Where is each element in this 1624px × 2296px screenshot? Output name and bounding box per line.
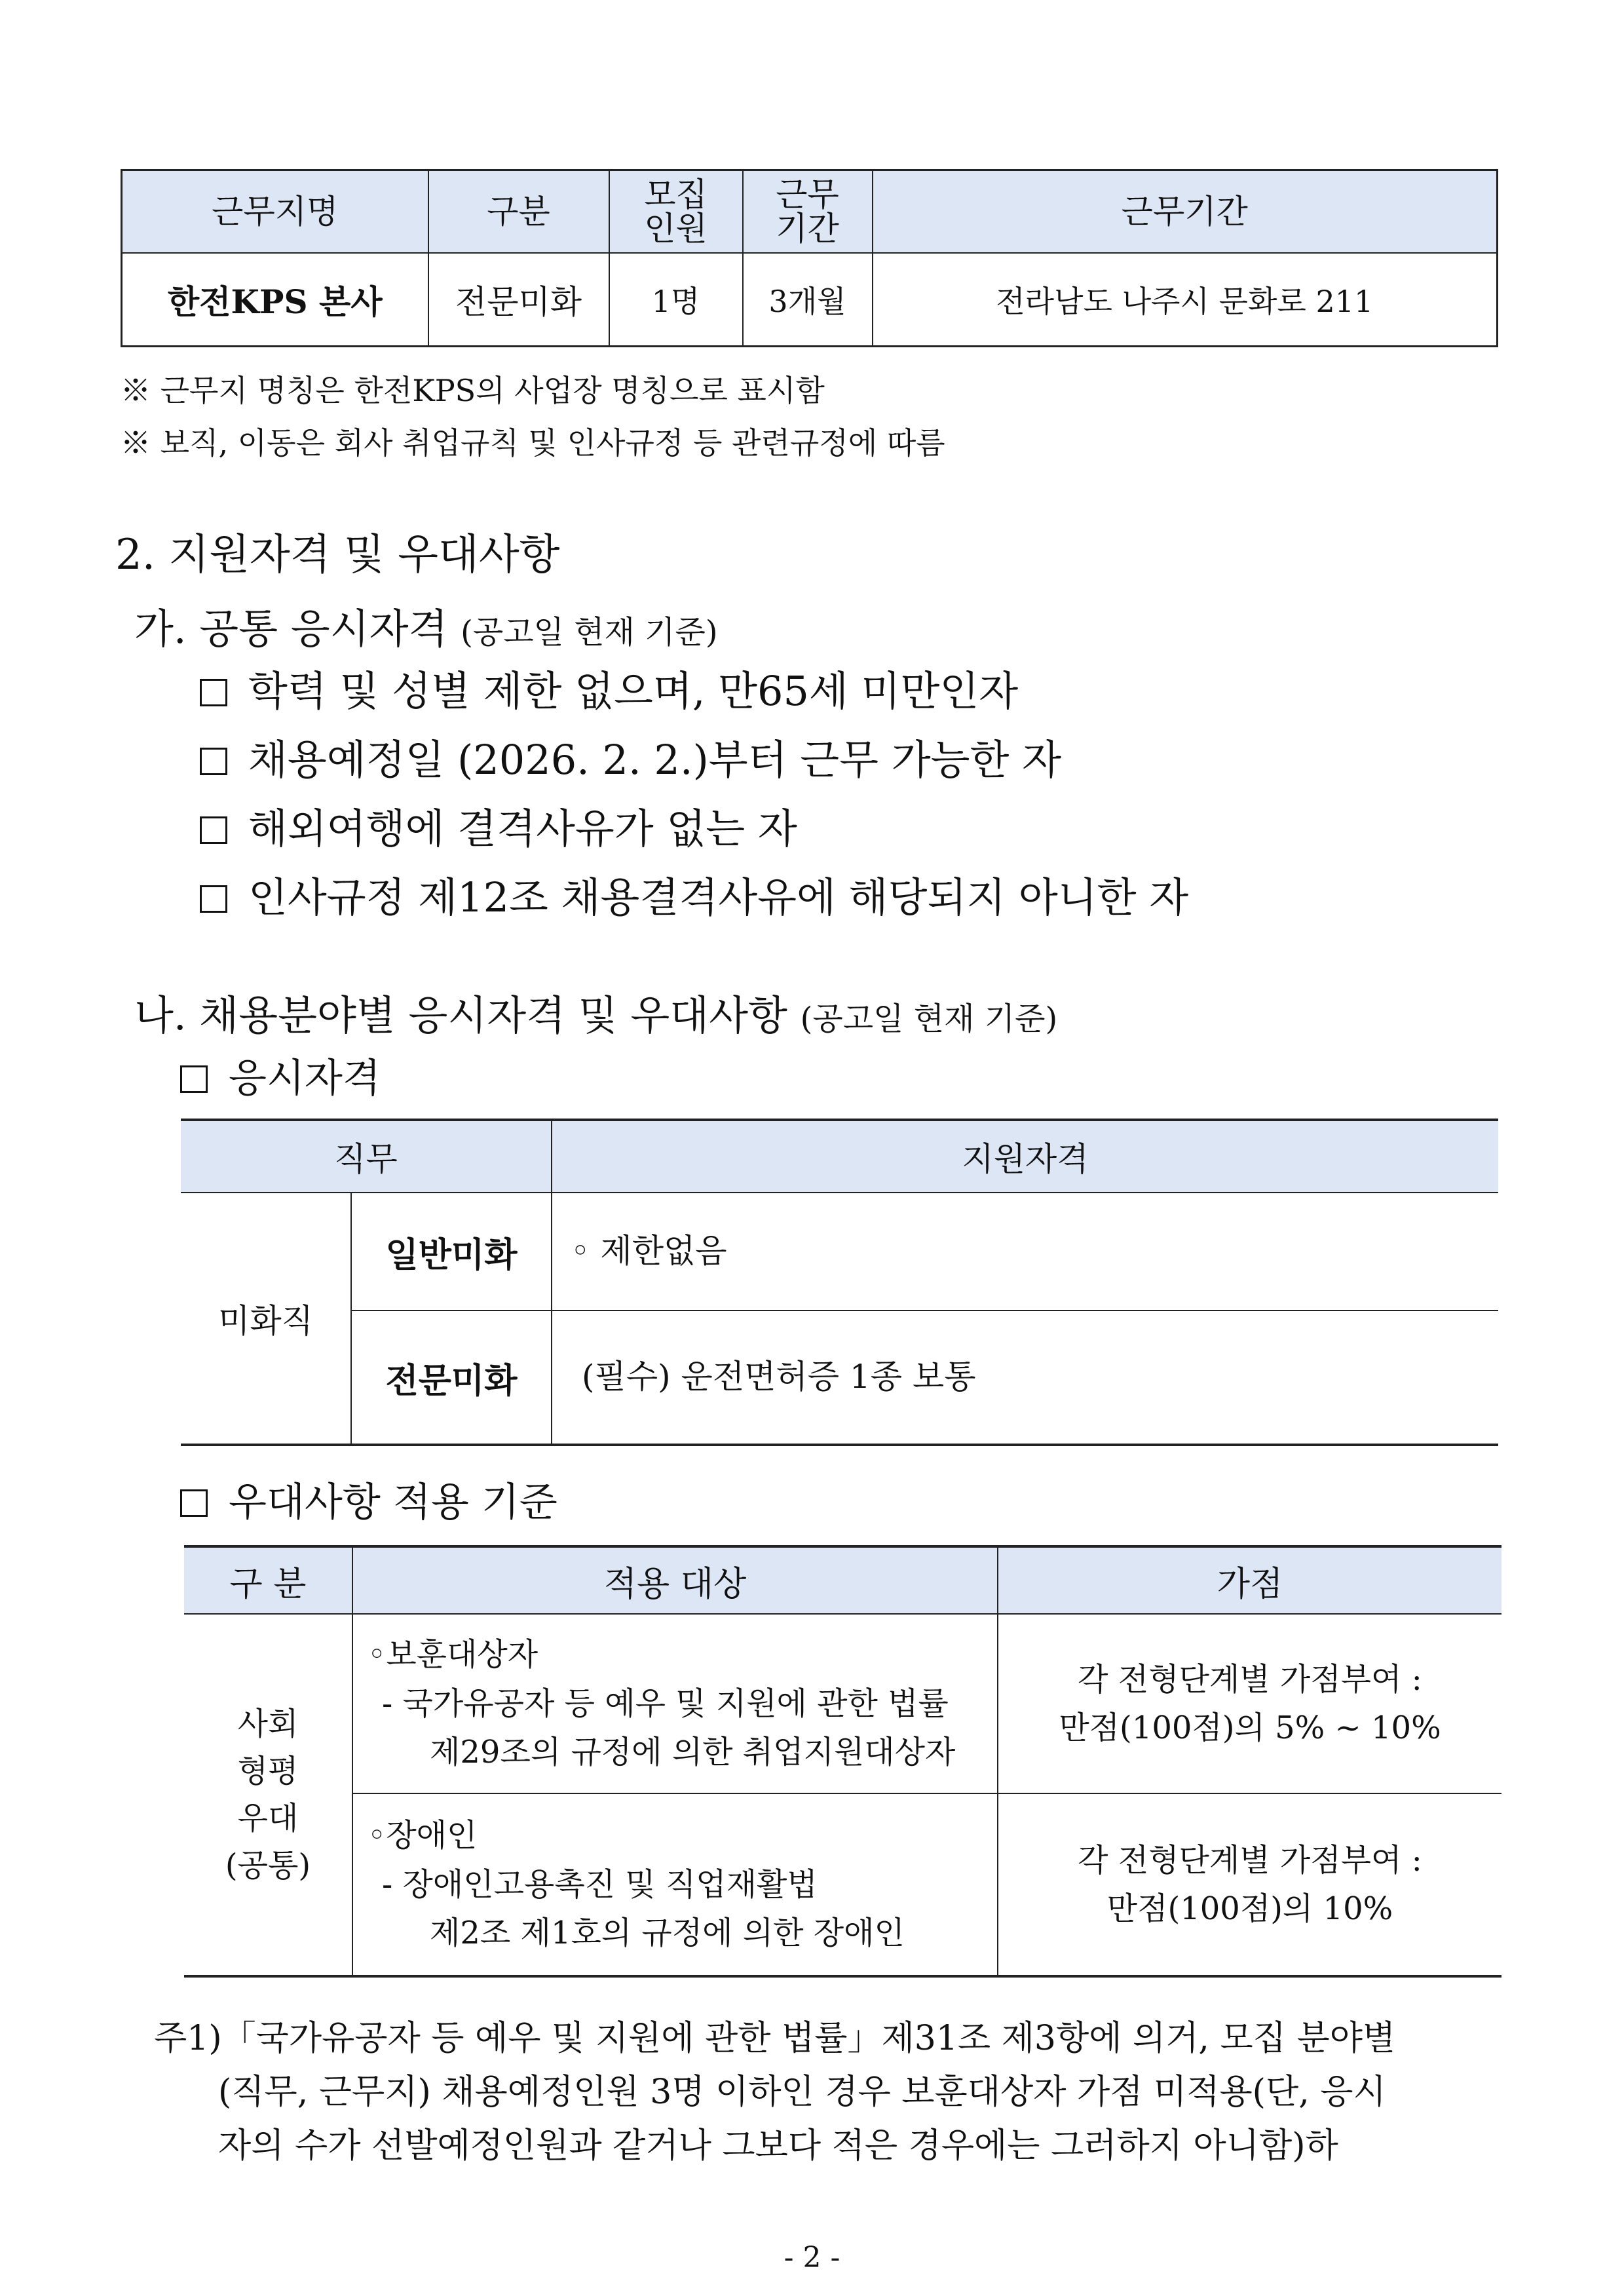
list-item xyxy=(200,796,797,854)
qualification-heading-text: 응시자격 xyxy=(229,1056,381,1101)
subsection-title-na xyxy=(134,983,1057,1041)
subsection-ga-label: 가. 공통 응시자격 xyxy=(134,605,448,653)
qualification-table xyxy=(181,1119,1498,1446)
preference-heading xyxy=(180,1471,557,1527)
job-group-cell: 미화직 xyxy=(181,1193,351,1445)
target-title: ◦보훈대상자 xyxy=(368,1636,538,1674)
job-cell: 일반미화 xyxy=(351,1193,552,1311)
header-cell: 직무 xyxy=(181,1120,552,1193)
table-header-row xyxy=(184,1546,1501,1614)
list-item-text: 해외여행에 결격사유가 없는 자 xyxy=(248,805,797,852)
table-row xyxy=(181,1311,1498,1445)
address-cell: 전라남도 나주시 문화로 211 xyxy=(873,253,1498,347)
note-2: ※ 보직, 이동은 회사 취업규칙 및 인사규정 등 관련규정에 따름 xyxy=(121,425,945,461)
points-line: 만점(100점)의 10% xyxy=(1106,1890,1393,1927)
subsection-title-ga xyxy=(134,596,718,655)
workplace-table xyxy=(121,169,1498,347)
page-number: - 2 - xyxy=(784,2241,840,2274)
group-line: (공통) xyxy=(225,1847,311,1884)
checkbox-square-icon xyxy=(180,1065,208,1093)
note-1: ※ 근무지 명칭은 한전KPS의 사업장 명칭으로 표시함 xyxy=(121,373,825,408)
subsection-na-sub: (공고일 현재 기준) xyxy=(800,1001,1058,1037)
preference-table xyxy=(184,1545,1501,1978)
points-line: 각 전형단계별 가점부여 : xyxy=(1078,1841,1422,1879)
target-cell xyxy=(352,1793,998,1976)
footnote-text: 「국가유공자 등 예우 및 지원에 관한 법률」제31조 제3항에 의거, 모집 분야별 xyxy=(221,2019,1396,2058)
header-cell: 근무기간 xyxy=(873,170,1498,254)
table-row xyxy=(184,1614,1501,1793)
header-cell: 근무지명 xyxy=(122,170,428,254)
table-header-row xyxy=(122,170,1498,254)
qualification-heading xyxy=(180,1047,381,1103)
target-line: 제2조 제1호의 규정에 의한 장애인 xyxy=(430,1915,905,1952)
footnote-line: 자의 수가 선발예정인원과 같거나 그보다 적은 경우에는 그러하지 아니함)하 xyxy=(218,2126,1338,2166)
list-item-text: 인사규정 제12조 채용결격사유에 해당되지 아니한 자 xyxy=(248,873,1189,921)
job-cell: 전문미화 xyxy=(351,1311,552,1445)
headcount-cell: 1명 xyxy=(609,253,743,347)
period-cell: 3개월 xyxy=(743,253,873,347)
target-cell xyxy=(352,1614,998,1793)
footnote xyxy=(154,2012,1503,2173)
qualification-cell: (필수) 운전면허증 1종 보통 xyxy=(552,1311,1498,1445)
header-cell: 근무 기간 xyxy=(743,170,873,254)
workplace-name-cell: 한전KPS 본사 xyxy=(122,253,428,347)
qualification-cell: ◦ 제한없음 xyxy=(552,1193,1498,1311)
category-cell: 전문미화 xyxy=(428,253,609,347)
section-title: 2. 지원자격 및 우대사항 xyxy=(115,531,560,579)
list-item-text: 채용예정일 (2026. 2. 2.)부터 근무 가능한 자 xyxy=(248,736,1062,784)
list-item xyxy=(200,659,1018,717)
group-line: 우대 xyxy=(237,1800,299,1837)
checkbox-square-icon xyxy=(180,1489,208,1517)
group-cell xyxy=(184,1614,352,1976)
footnote-line xyxy=(154,2012,1503,2065)
points-cell xyxy=(998,1614,1501,1793)
table-row xyxy=(122,253,1498,347)
table-row xyxy=(181,1193,1498,1311)
checkbox-square-icon xyxy=(200,816,227,844)
header-cell: 구 분 xyxy=(184,1546,352,1614)
points-line: 각 전형단계별 가점부여 : xyxy=(1078,1660,1422,1698)
checkbox-square-icon xyxy=(200,748,227,775)
subsection-na-label: 나. 채용분야별 응시자격 및 우대사항 xyxy=(134,991,787,1039)
header-cell: 지원자격 xyxy=(552,1120,1498,1193)
header-cell: 구분 xyxy=(428,170,609,254)
table-header-row xyxy=(181,1120,1498,1193)
footnote-line: (직무, 근무지) 채용예정인원 3명 이하인 경우 보훈대상자 가점 미적용(단, 응시 xyxy=(218,2073,1386,2113)
header-cell: 가점 xyxy=(998,1546,1501,1614)
points-cell xyxy=(998,1793,1501,1976)
points-line: 만점(100점)의 5% ~ 10% xyxy=(1059,1710,1441,1746)
target-line: - 국가유공자 등 예우 및 지원에 관한 법률 xyxy=(382,1685,949,1722)
list-item xyxy=(200,727,1061,786)
footnote-prefix: 주1) xyxy=(154,2019,222,2058)
list-item-text: 학력 및 성별 제한 없으며, 만65세 미만인자 xyxy=(248,667,1019,715)
preference-heading-text: 우대사항 적용 기준 xyxy=(229,1480,557,1525)
target-title: ◦장애인 xyxy=(368,1817,478,1854)
target-line: 제29조의 규정에 의한 취업지원대상자 xyxy=(430,1734,956,1771)
header-cell: 모집 인원 xyxy=(609,170,743,254)
list-item xyxy=(200,865,1188,923)
group-line: 형평 xyxy=(237,1753,299,1789)
group-line: 사회 xyxy=(237,1706,299,1742)
target-line: - 장애인고용촉진 및 직업재활법 xyxy=(382,1866,818,1903)
checkbox-square-icon xyxy=(200,679,227,706)
table-row xyxy=(184,1793,1501,1976)
header-cell: 적용 대상 xyxy=(352,1546,998,1614)
subsection-ga-sub: (공고일 현재 기준) xyxy=(461,614,718,651)
checkbox-square-icon xyxy=(200,885,227,913)
